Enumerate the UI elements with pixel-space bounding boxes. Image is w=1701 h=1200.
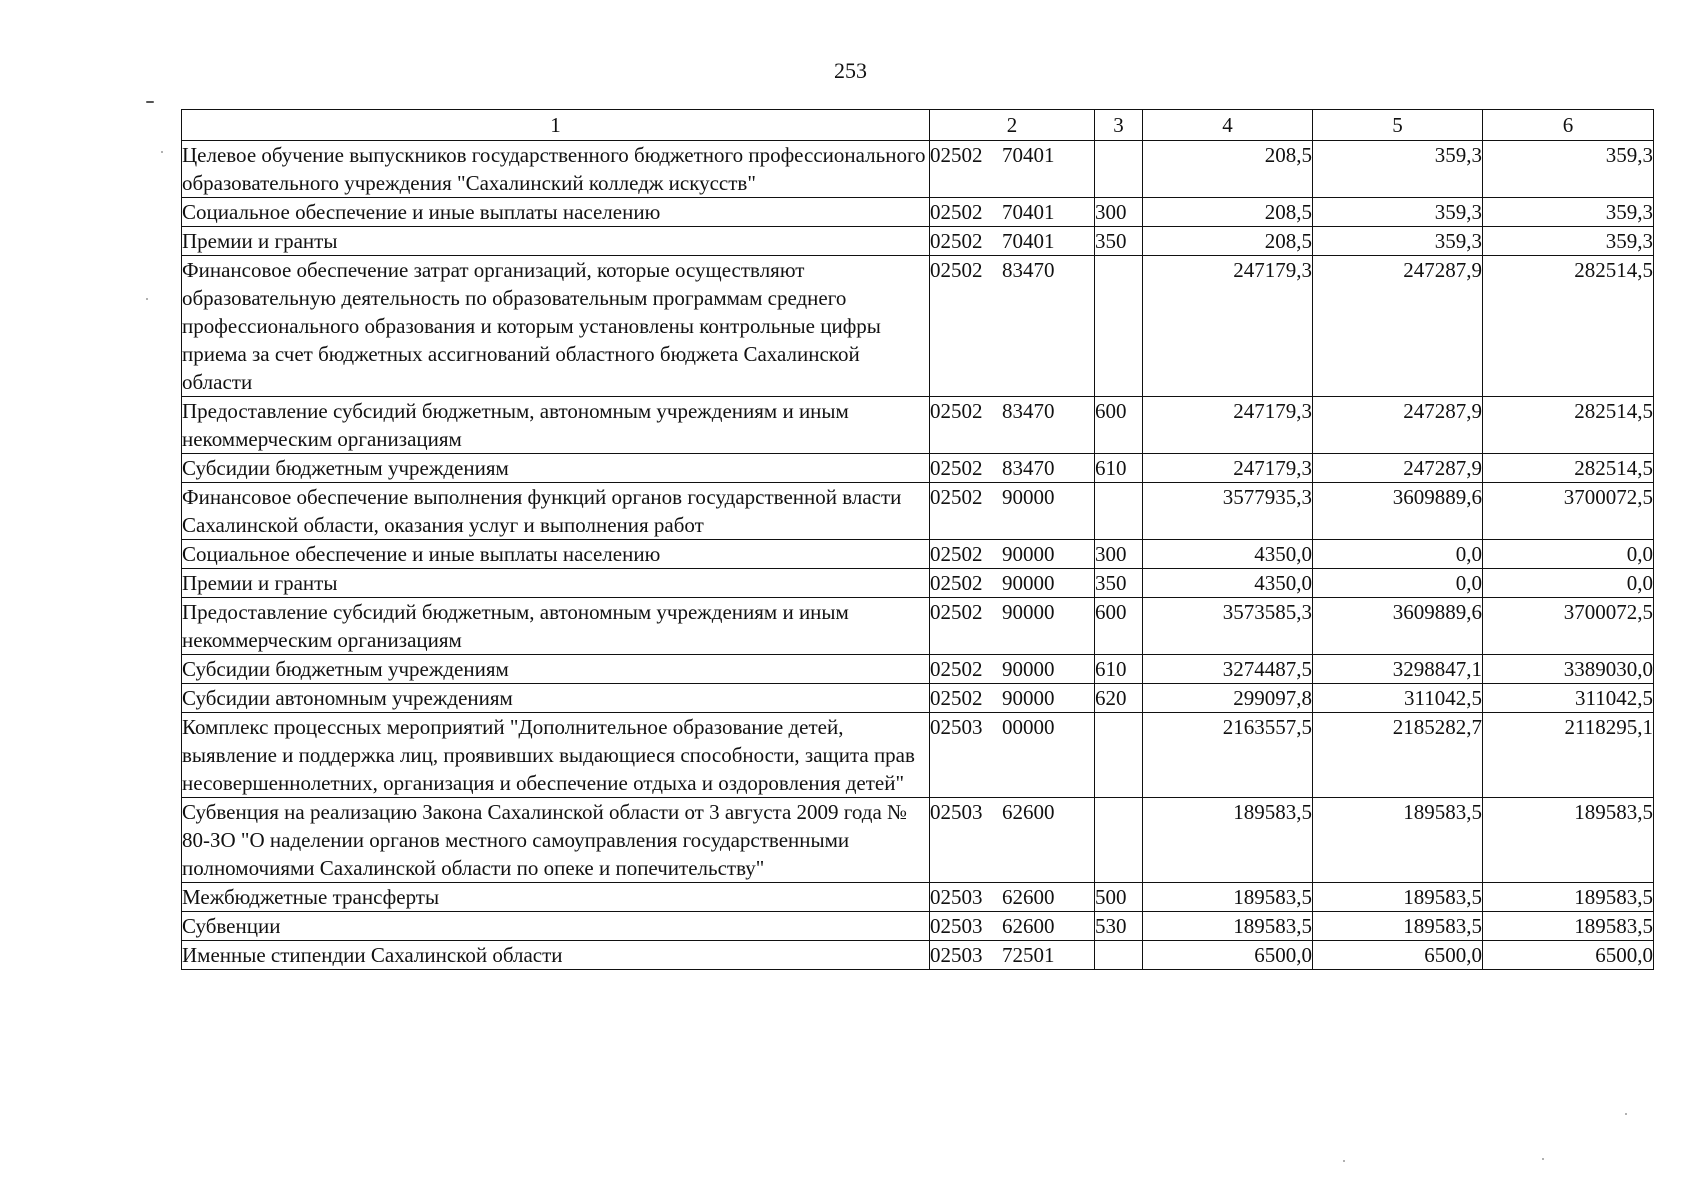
row-description: Субвенция на реализацию Закона Сахалинской области от 3 августа 2009 года № 80-ЗО "О наделении органов местного самоуправления государственными полномочиями Сахалинской области по опеке и попечительству" (182, 798, 930, 883)
table-row (182, 941, 1654, 970)
row-code-part-a: 02503 (930, 914, 983, 938)
row-expense-type: 350 (1095, 227, 1143, 256)
row-value-6: 3700072,5 (1483, 598, 1654, 655)
row-code-part-a: 02502 (930, 200, 983, 224)
row-value-4: 6500,0 (1143, 941, 1313, 970)
row-program-code (930, 883, 1095, 912)
row-description: Субсидии автономным учреждениям (182, 684, 930, 713)
row-value-4: 247179,3 (1143, 256, 1313, 397)
row-code-part-b: 00000 (1002, 715, 1055, 739)
row-value-4: 189583,5 (1143, 883, 1313, 912)
row-value-5: 189583,5 (1313, 883, 1483, 912)
row-value-6: 282514,5 (1483, 256, 1654, 397)
row-description: Премии и гранты (182, 569, 930, 598)
budget-table (181, 109, 1654, 970)
row-value-4: 3274487,5 (1143, 655, 1313, 684)
row-description: Комплекс процессных мероприятий "Дополнительное образование детей, выявление и поддержка лиц, проявивших выдающиеся способности, защита прав несовершеннолетних, организация и обеспечение отдыха и оздоровления детей" (182, 713, 930, 798)
scan-speck (1343, 1160, 1345, 1162)
row-expense-type: 600 (1095, 397, 1143, 454)
row-value-4: 3577935,3 (1143, 483, 1313, 540)
table-row (182, 713, 1654, 798)
row-value-6: 311042,5 (1483, 684, 1654, 713)
row-code-part-a: 02502 (930, 571, 983, 595)
column-header-1: 1 (182, 110, 930, 141)
row-value-5: 189583,5 (1313, 912, 1483, 941)
table-header-row (182, 110, 1654, 141)
table-row (182, 540, 1654, 569)
row-code-part-a: 02502 (930, 258, 983, 282)
column-header-5: 5 (1313, 110, 1483, 141)
row-code-part-b: 90000 (1002, 686, 1055, 710)
row-value-6: 359,3 (1483, 227, 1654, 256)
row-value-6: 359,3 (1483, 198, 1654, 227)
table-row (182, 141, 1654, 198)
row-description: Целевое обучение выпускников государственного бюджетного профессионального образовательного учреждения "Сахалинский колледж искусств" (182, 141, 930, 198)
row-value-6: 282514,5 (1483, 397, 1654, 454)
row-description: Предоставление субсидий бюджетным, автономным учреждениям и иным некоммерческим организациям (182, 397, 930, 454)
table-row (182, 684, 1654, 713)
row-expense-type: 300 (1095, 198, 1143, 227)
row-program-code (930, 941, 1095, 970)
row-expense-type (1095, 941, 1143, 970)
row-expense-type (1095, 256, 1143, 397)
table-row (182, 454, 1654, 483)
row-program-code (930, 454, 1095, 483)
row-value-5: 359,3 (1313, 198, 1483, 227)
row-program-code (930, 483, 1095, 540)
row-value-5: 189583,5 (1313, 798, 1483, 883)
table-row (182, 198, 1654, 227)
row-code-part-b: 83470 (1002, 399, 1055, 423)
row-value-4: 299097,8 (1143, 684, 1313, 713)
table-row (182, 883, 1654, 912)
row-code-part-b: 72501 (1002, 943, 1055, 967)
row-expense-type (1095, 141, 1143, 198)
row-value-5: 247287,9 (1313, 454, 1483, 483)
row-value-5: 359,3 (1313, 141, 1483, 198)
row-code-part-b: 90000 (1002, 600, 1055, 624)
row-description: Межбюджетные трансферты (182, 883, 930, 912)
row-code-part-a: 02502 (930, 399, 983, 423)
row-code-part-b: 90000 (1002, 485, 1055, 509)
row-code-part-b: 83470 (1002, 456, 1055, 480)
scan-speck (146, 298, 148, 300)
row-value-4: 208,5 (1143, 227, 1313, 256)
row-value-5: 247287,9 (1313, 256, 1483, 397)
row-code-part-a: 02502 (930, 456, 983, 480)
row-description: Субвенции (182, 912, 930, 941)
row-expense-type (1095, 483, 1143, 540)
row-expense-type: 620 (1095, 684, 1143, 713)
row-description: Именные стипендии Сахалинской области (182, 941, 930, 970)
scan-mark (146, 101, 154, 103)
row-program-code (930, 569, 1095, 598)
row-value-6: 359,3 (1483, 141, 1654, 198)
row-code-part-a: 02502 (930, 542, 983, 566)
page-number: 253 (834, 58, 867, 83)
table-row (182, 483, 1654, 540)
row-code-part-a: 02503 (930, 885, 983, 909)
row-value-4: 247179,3 (1143, 397, 1313, 454)
row-description: Социальное обеспечение и иные выплаты населению (182, 540, 930, 569)
row-code-part-a: 02503 (930, 943, 983, 967)
table-row (182, 397, 1654, 454)
row-value-6: 189583,5 (1483, 883, 1654, 912)
row-value-6: 0,0 (1483, 569, 1654, 598)
row-expense-type: 500 (1095, 883, 1143, 912)
row-value-6: 0,0 (1483, 540, 1654, 569)
row-expense-type: 530 (1095, 912, 1143, 941)
row-value-4: 4350,0 (1143, 540, 1313, 569)
row-expense-type (1095, 798, 1143, 883)
row-program-code (930, 198, 1095, 227)
row-value-5: 3609889,6 (1313, 483, 1483, 540)
row-code-part-a: 02503 (930, 800, 983, 824)
row-program-code (930, 798, 1095, 883)
row-code-part-b: 70401 (1002, 143, 1055, 167)
row-value-6: 6500,0 (1483, 941, 1654, 970)
row-code-part-b: 90000 (1002, 542, 1055, 566)
row-code-part-b: 62600 (1002, 885, 1055, 909)
row-value-4: 208,5 (1143, 141, 1313, 198)
row-program-code (930, 540, 1095, 569)
row-value-5: 3609889,6 (1313, 598, 1483, 655)
table-row (182, 227, 1654, 256)
column-header-3: 3 (1095, 110, 1143, 141)
row-value-4: 247179,3 (1143, 454, 1313, 483)
row-value-4: 189583,5 (1143, 912, 1313, 941)
row-expense-type: 610 (1095, 454, 1143, 483)
row-description: Социальное обеспечение и иные выплаты населению (182, 198, 930, 227)
table-row (182, 569, 1654, 598)
row-value-6: 282514,5 (1483, 454, 1654, 483)
row-value-6: 189583,5 (1483, 798, 1654, 883)
scan-speck (1625, 1113, 1627, 1115)
row-code-part-b: 70401 (1002, 229, 1055, 253)
row-code-part-a: 02502 (930, 485, 983, 509)
row-description: Премии и гранты (182, 227, 930, 256)
row-program-code (930, 397, 1095, 454)
row-expense-type: 300 (1095, 540, 1143, 569)
row-description: Субсидии бюджетным учреждениям (182, 454, 930, 483)
row-program-code (930, 598, 1095, 655)
row-value-4: 208,5 (1143, 198, 1313, 227)
row-value-5: 0,0 (1313, 569, 1483, 598)
scan-speck (161, 151, 163, 153)
row-code-part-b: 83470 (1002, 258, 1055, 282)
table-row (182, 798, 1654, 883)
row-program-code (930, 655, 1095, 684)
row-expense-type: 600 (1095, 598, 1143, 655)
row-value-5: 2185282,7 (1313, 713, 1483, 798)
row-value-4: 3573585,3 (1143, 598, 1313, 655)
row-code-part-a: 02502 (930, 686, 983, 710)
row-expense-type (1095, 713, 1143, 798)
row-value-5: 247287,9 (1313, 397, 1483, 454)
row-code-part-a: 02502 (930, 143, 983, 167)
row-description: Финансовое обеспечение выполнения функций органов государственной власти Сахалинской области, оказания услуг и выполнения работ (182, 483, 930, 540)
row-code-part-b: 70401 (1002, 200, 1055, 224)
row-value-5: 6500,0 (1313, 941, 1483, 970)
row-value-5: 0,0 (1313, 540, 1483, 569)
row-program-code (930, 227, 1095, 256)
column-header-4: 4 (1143, 110, 1313, 141)
row-value-5: 311042,5 (1313, 684, 1483, 713)
row-code-part-a: 02502 (930, 657, 983, 681)
row-code-part-b: 90000 (1002, 571, 1055, 595)
row-expense-type: 350 (1095, 569, 1143, 598)
row-program-code (930, 713, 1095, 798)
column-header-6: 6 (1483, 110, 1654, 141)
row-value-4: 189583,5 (1143, 798, 1313, 883)
row-description: Финансовое обеспечение затрат организаций, которые осуществляют образовательную деятельность по образовательным программам среднего профессионального образования и которым установлены контрольные цифры приема за счет бюджетных ассигнований областного бюджета Сахалинской области (182, 256, 930, 397)
table-row (182, 912, 1654, 941)
row-value-6: 189583,5 (1483, 912, 1654, 941)
row-code-part-b: 90000 (1002, 657, 1055, 681)
row-code-part-b: 62600 (1002, 914, 1055, 938)
row-code-part-b: 62600 (1002, 800, 1055, 824)
row-value-6: 3389030,0 (1483, 655, 1654, 684)
row-program-code (930, 141, 1095, 198)
column-header-2: 2 (930, 110, 1095, 141)
row-expense-type: 610 (1095, 655, 1143, 684)
row-value-5: 3298847,1 (1313, 655, 1483, 684)
row-code-part-a: 02502 (930, 600, 983, 624)
row-value-4: 4350,0 (1143, 569, 1313, 598)
table-body (182, 141, 1654, 970)
row-value-6: 3700072,5 (1483, 483, 1654, 540)
row-program-code (930, 912, 1095, 941)
row-description: Предоставление субсидий бюджетным, автономным учреждениям и иным некоммерческим организациям (182, 598, 930, 655)
table-row (182, 598, 1654, 655)
table-row (182, 256, 1654, 397)
row-description: Субсидии бюджетным учреждениям (182, 655, 930, 684)
row-value-5: 359,3 (1313, 227, 1483, 256)
row-program-code (930, 684, 1095, 713)
row-value-4: 2163557,5 (1143, 713, 1313, 798)
row-value-6: 2118295,1 (1483, 713, 1654, 798)
row-code-part-a: 02502 (930, 229, 983, 253)
scan-speck (1542, 1158, 1544, 1160)
table-row (182, 655, 1654, 684)
row-code-part-a: 02503 (930, 715, 983, 739)
row-program-code (930, 256, 1095, 397)
